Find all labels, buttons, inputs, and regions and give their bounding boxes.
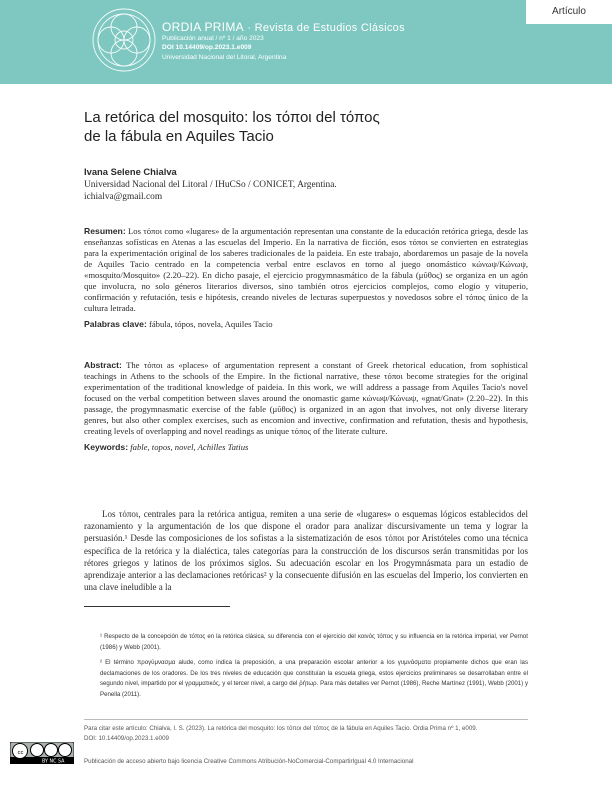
keywords-text: fable, topos, novel, Achilles Tatius (130, 441, 249, 452)
keywords-label: Keywords: (84, 441, 129, 452)
abstract-section (84, 360, 528, 453)
footer-divider (84, 719, 528, 720)
journal-header (0, 0, 612, 84)
cc-license-icon (10, 742, 74, 764)
article-title (84, 108, 524, 146)
author-name: Ivana Selene Chialva (84, 166, 177, 177)
palabras-clave-label: Palabras clave: (84, 318, 147, 329)
section-tag: Artículo (526, 0, 612, 24)
university-label: Universidad Nacional del Litoral, Argentina (162, 53, 287, 61)
author-email[interactable]: ichialva@gmail.com (84, 192, 163, 203)
svg-text:cc: cc (17, 750, 24, 756)
article-title-line-1: La retórica del mosquito: los τόποι del τόπος (84, 109, 380, 126)
journal-subtitle: · Revista de Estudios Clásicos (247, 22, 405, 34)
journal-name: ORDIA PRIMA (162, 20, 244, 34)
cite-label: Para citar este artículo: (84, 725, 148, 732)
abstract-text: The τόποι as «places» of argumentation represent a constant of Greek rhetorical education, from sophistical teachings in Athens to the schools of the Empire. In the fictional narrative, these τόποι become strategies for the original experimentation of the traditional knowledge of paideia. In this work, we will address a passage from Aquiles Tacio's novel focused on the verbal competition between slaves around the onomastic game κώνωψ/Κώνωψ, «gnat/Gnat» (2.20–22). In this passage, the progymnasmatic exercise of the fable (μῦθος) is organized in an agon that involves, not only diverse literary genres, but also other complex exercises, such as encomion and invective, confirmation and refutation, thesis and hypothesis, creating levels of overlapping and novel readings as unique τόπος of the literate culture. (84, 360, 528, 436)
publication-info: Publicación anual / nº 1 / año 2023 (162, 35, 264, 42)
footnote-divider (84, 606, 230, 607)
resumen-text: Los τόποι como «lugares» de la argumentación representan una constante de la educación retórica griega, desde las enseñanzas sofísticas en Atenas a las escuelas del Imperio. En la narrativa de ficción, esos τόποι se convierten en estrategias para la experimentación original de los saberes tradicionales de la paideia. En este trabajo, abordaremos un pasaje de la novela de Aquiles Tacio centrado en la competencia verbal entre esclavos en torno al juego onomástico κώνωψ/Κώνωψ, «mosquito/Mosquito» (2.20–22). En dicho pasaje, el ejercicio progymnasmático de la fábula (μῦθος) se organiza en un agón que involucra, no solo géneros literarios diversos, sino también otros ejercicios complejos, como elogio y vituperio, confirmación y refutación, tesis e hipótesis, creando niveles de lecturas superpuestos y novedosos sobre el τόπος único de la cultura letrada. (84, 226, 529, 313)
cc-badge-text: BY NC SA (42, 759, 65, 764)
footnote-1: ¹ Respecto de la concepción de τόπος en la retórica clásica, su diferencia con el ejercicio del κοινὸς τόπος y su influencia en la retórica imperial, ver Pernot (1986) y Webb (2001). (100, 633, 528, 651)
doi-label: DOI 10.14409/op.2023.1.e009 (162, 44, 252, 52)
cite-text: Chialva, I. S. (2023). La retórica del mosquito: los τόποι del τόπος de la fábula en Aquiles Tacio. Ordia Prima nº 1, e009. (149, 725, 478, 732)
citation-block (84, 724, 528, 743)
footnotes (100, 632, 528, 706)
license-text: Publicación de acceso abierto bajo licencia Creative Commons Atribución-NoComercial-CompartirIgual 4.0 Internacional (84, 758, 414, 765)
author-block (84, 166, 337, 204)
journal-info (162, 20, 405, 62)
resumen-label: Resumen: (84, 226, 126, 236)
journal-logo-icon (90, 6, 158, 74)
footnote-2: ² El término προγύμνασμα alude, como indica la preposición, a una preparación escolar anterior a los γυμνάσματα propiamente dichos que eran las declamaciones de los oradores. De los tres niveles de educación que constituían la escuela griega, estos ejercicios preliminares se desarrollaban entre el segundo nivel, impartido por el γραμματικός, y el tercer nivel, a cargo del ῥήτωρ. Para más detalles ver Pernot (1986), Reche Martínez (1991), Webb (2001) y Penella (2011). (100, 659, 528, 698)
article-title-line-2: de la fábula en Aquiles Tacio (84, 128, 274, 145)
cite-doi[interactable]: DOI: 10.14409/op.2023.1.e009 (84, 734, 169, 742)
resumen-section (84, 226, 528, 330)
author-affiliation: Universidad Nacional del Litoral / IHuCSo / CONICET, Argentina. (84, 179, 337, 190)
abstract-label: Abstract: (84, 360, 122, 370)
body-text (84, 508, 528, 593)
palabras-clave-text: fábula, tópos, novela, Aquiles Tacio (148, 318, 273, 329)
body-paragraph: Los τόποι, centrales para la retórica antigua, remiten a una serie de «lugares» o esquemas lógicos establecidos del razonamiento y la argumentación de los que dispone el orador para analizar discursivamente un tema y lograr la persuasión.¹ Desde las composiciones de los sofistas a la sistematización de esos τόποι por Aristóteles como una técnica específica de la retórica y la dialéctica, tales categorías para la construcción de los discursos serán transmitidas por los rétores griegos y latinos de los próximos siglos. Su adecuación escolar en los Progymnásmata para un estadio de aprendizaje anterior a las declamaciones retóricas² y la consecuente difusión en las escuelas del Imperio, los convierten en una clave ineludible a la (84, 509, 528, 593)
